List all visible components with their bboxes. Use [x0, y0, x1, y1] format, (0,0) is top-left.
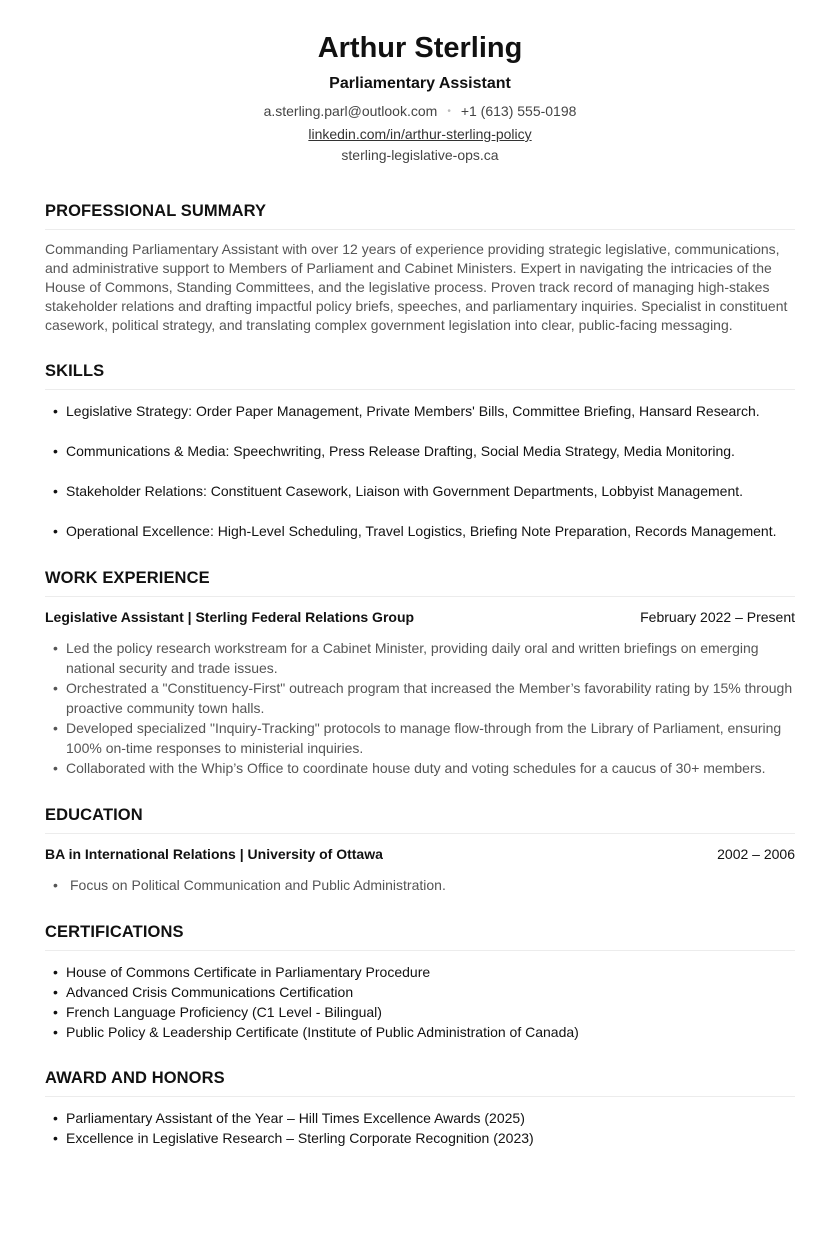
bullet-dot: •	[53, 964, 58, 980]
website-text: sterling-legislative-ops.ca	[341, 147, 499, 163]
skill-text: Operational Excellence: High-Level Scheduling, Travel Logistics, Briefing Note Preparation, Records Management.	[66, 523, 777, 539]
awards-section	[45, 1069, 795, 1148]
contact-line	[45, 101, 795, 124]
skill-item	[45, 481, 795, 501]
bullet-dot: •	[53, 984, 58, 1000]
bullet-dot: •	[53, 1130, 58, 1146]
skill-text: Stakeholder Relations: Constituent Casework, Liaison with Government Departments, Lobbyist Management.	[66, 483, 744, 499]
awards-list	[45, 1108, 795, 1148]
job-bullet-text: Orchestrated a "Constituency-First" outreach program that increased the Member’s favorability rating by 15% through proactive community town halls.	[66, 680, 793, 716]
certification-text: Advanced Crisis Communications Certification	[66, 984, 354, 1000]
certification-item	[45, 962, 795, 982]
education-bullet	[45, 875, 795, 895]
award-text: Parliamentary Assistant of the Year – Hill Times Excellence Awards (2025)	[66, 1110, 525, 1126]
skills-section	[45, 362, 795, 541]
phone-text: +1 (613) 555-0198	[460, 103, 577, 119]
skill-item	[45, 441, 795, 461]
website-line	[45, 145, 795, 166]
certification-item	[45, 1022, 795, 1042]
bullet-dot: •	[53, 403, 58, 419]
job-bullet-text: Developed specialized "Inquiry-Tracking" protocols to manage flow-through from the Library of Parliament, ensuring 100% on-time responses to ministerial inquiries.	[66, 720, 782, 756]
skills-list	[45, 401, 795, 541]
candidate-name: Arthur Sterling	[317, 32, 523, 64]
award-item	[45, 1108, 795, 1128]
certification-item	[45, 982, 795, 1002]
summary-section	[45, 202, 795, 335]
summary-text: Commanding Parliamentary Assistant with over 12 years of experience providing strategic legislative, communications, and administrative support to Members of Parliament and Cabinet Ministers. Expert in navigating the intricacies of the House of Commons, Standing Committees, and the legislative process. Proven track record of managing high-stakes stakeholder relations and drafting impactful policy briefs, speeches, and parliamentary inquiries. Specialist in constituent casework, political strategy, and translating complex government legislation into clear, public-facing messaging.	[45, 241, 788, 333]
candidate-title: Parliamentary Assistant	[329, 75, 511, 92]
section-heading-awards: AWARD AND HONORS	[45, 1069, 795, 1097]
certification-text: House of Commons Certificate in Parliamentary Procedure	[66, 964, 431, 980]
certification-text: Public Policy & Leadership Certificate (Institute of Public Administration of Canada)	[66, 1024, 579, 1040]
bullet-dot: •	[53, 1004, 58, 1020]
job-bullet-text: Led the policy research workstream for a Cabinet Minister, providing daily oral and written briefings on emerging national security and trade issues.	[66, 640, 759, 676]
email-text: a.sterling.parl@outlook.com	[263, 103, 438, 119]
job-bullet	[45, 678, 795, 718]
section-heading-education: EDUCATION	[45, 806, 795, 834]
job-bullet-text: Collaborated with the Whip’s Office to coordinate house duty and voting schedules for a caucus of 30+ members.	[66, 760, 766, 776]
job-header	[45, 607, 795, 627]
job-dates: February 2022 – Present	[640, 609, 795, 625]
bullet-dot: •	[53, 1110, 58, 1126]
award-text: Excellence in Legislative Research – Sterling Corporate Recognition (2023)	[66, 1130, 534, 1146]
bullet-dot: •	[53, 877, 58, 893]
award-item	[45, 1128, 795, 1148]
resume-header	[45, 0, 795, 166]
section-heading-certifications: CERTIFICATIONS	[45, 923, 795, 951]
job-bullet	[45, 638, 795, 678]
bullet-dot: •	[53, 760, 58, 776]
bullet-dot: •	[53, 483, 58, 499]
skill-item	[45, 521, 795, 541]
skill-item	[45, 401, 795, 421]
linkedin-line	[45, 124, 795, 145]
separator-dot: •	[447, 106, 451, 117]
certifications-section	[45, 923, 795, 1042]
certifications-list	[45, 962, 795, 1042]
section-heading-summary: PROFESSIONAL SUMMARY	[45, 202, 795, 230]
section-heading-skills: SKILLS	[45, 362, 795, 390]
skill-text: Legislative Strategy: Order Paper Management, Private Members' Bills, Committee Briefing, Hansard Research.	[66, 403, 760, 419]
degree-title: BA in International Relations | University of Ottawa	[45, 846, 383, 862]
job-title: Legislative Assistant | Sterling Federal Relations Group	[45, 609, 415, 625]
education-header	[45, 844, 795, 864]
job-bullet	[45, 758, 795, 778]
experience-section	[45, 569, 795, 778]
certification-item	[45, 1002, 795, 1022]
bullet-dot: •	[53, 443, 58, 459]
education-bullets	[45, 875, 795, 895]
bullet-dot: •	[53, 640, 58, 656]
bullet-dot: •	[53, 680, 58, 696]
bullet-dot: •	[53, 720, 58, 736]
job-bullet	[45, 718, 795, 758]
job-bullets	[45, 638, 795, 778]
education-dates: 2002 – 2006	[717, 846, 795, 862]
section-heading-experience: WORK EXPERIENCE	[45, 569, 795, 597]
skill-text: Communications & Media: Speechwriting, Press Release Drafting, Social Media Strategy, Media Monitoring.	[66, 443, 735, 459]
bullet-dot: •	[53, 1024, 58, 1040]
certification-text: French Language Proficiency (C1 Level - Bilingual)	[66, 1004, 382, 1020]
education-bullet-text: Focus on Political Communication and Public Administration.	[70, 877, 446, 893]
linkedin-link[interactable]: linkedin.com/in/arthur-sterling-policy	[308, 126, 532, 142]
bullet-dot: •	[53, 523, 58, 539]
education-section	[45, 806, 795, 895]
